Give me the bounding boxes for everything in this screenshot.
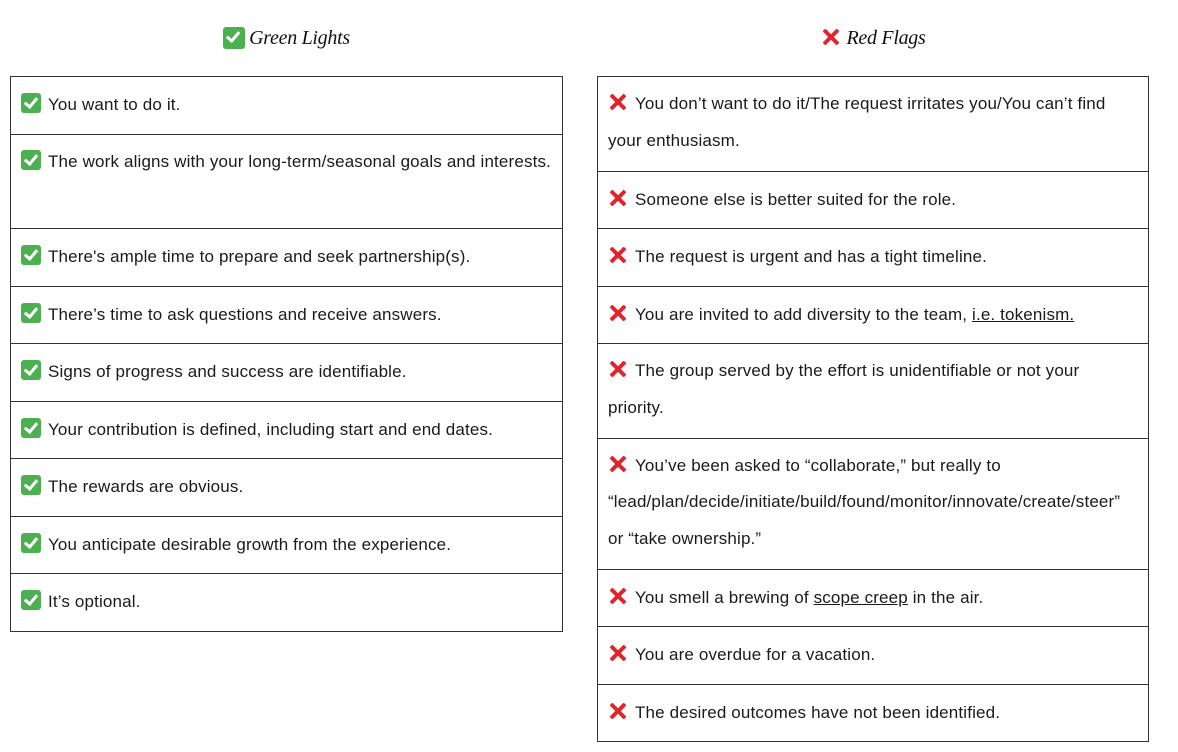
table-row [598,229,1148,287]
green-lights-title: Green Lights [249,26,350,49]
check-mark-icon [21,533,41,553]
red-flags-title: Red Flags [846,26,926,49]
row-text-after: in the air. [907,587,984,607]
green-lights-heading [10,0,563,76]
check-mark-icon [21,150,41,170]
row-text: You are overdue for a vacation. [635,645,876,664]
check-mark-icon [21,360,41,380]
table-row [598,570,1148,628]
row-text: The rewards are obvious. [48,477,244,496]
cross-mark-icon [608,303,628,323]
table-row [11,77,562,135]
row-text: Your contribution is defined, including start and end dates. [48,419,493,439]
cross-mark-icon [608,188,628,208]
row-text: You anticipate desirable growth from the experience. [48,534,452,554]
tokenism-link[interactable]: i.e. tokenism. [972,304,1075,324]
green-lights-column [10,0,563,632]
table-row [598,172,1148,230]
cross-mark-icon [608,586,628,606]
check-mark-icon [21,245,41,265]
table-row [11,344,562,402]
table-row [11,517,562,575]
check-mark-icon [223,27,245,49]
row-text: There’s time to ask questions and receive answers. [48,304,442,324]
scope-creep-link[interactable]: scope creep [813,587,908,607]
table-row [11,287,562,345]
table-row [598,77,1148,172]
red-flags-column [597,0,1149,742]
row-text: It’s optional. [48,592,141,611]
table-row [598,627,1148,685]
cross-mark-icon [608,245,628,265]
row-text: You are invited to add diversity to the team, [635,304,973,324]
check-mark-icon [21,590,41,610]
red-flags-heading [597,0,1149,76]
row-text: You’ve been asked to “collaborate,” but really to “lead/plan/decide/initiate/build/found/monitor/innovate/create/steer” or “take ownership.” [608,455,1121,548]
row-text: There's ample time to prepare and seek partnership(s). [48,247,471,266]
cross-mark-icon [608,359,628,379]
row-text: You want to do it. [48,95,181,114]
row-text: The desired outcomes have not been identified. [635,702,1001,722]
table-row [598,287,1148,345]
table-row [598,344,1148,439]
table-row [11,135,562,230]
cross-mark-icon [608,92,628,112]
check-mark-icon [21,303,41,323]
table-row [11,574,562,632]
row-text: The request is urgent and has a tight timeline. [635,247,987,266]
table-row [11,402,562,460]
green-lights-table [10,76,563,632]
red-flags-table [597,76,1149,742]
row-text: Someone else is better suited for the role. [635,189,957,209]
check-mark-icon [21,475,41,495]
check-mark-icon [21,418,41,438]
row-text: You smell a brewing of [635,587,814,607]
row-text: You don’t want to do it/The request irritates you/You can’t find your enthusiasm. [608,94,1106,150]
check-mark-icon [21,93,41,113]
cross-mark-icon [608,701,628,721]
table-row [11,459,562,517]
cross-mark-icon [608,454,628,474]
table-row [598,685,1148,743]
row-text: The work aligns with your long-term/seasonal goals and interests. [48,151,551,171]
cross-mark-icon [608,643,628,663]
row-text: Signs of progress and success are identifiable. [48,362,407,381]
table-row [11,229,562,287]
cross-mark-icon [821,27,843,49]
table-row [598,439,1148,570]
row-text: The group served by the effort is unidentifiable or not your priority. [608,361,1080,417]
